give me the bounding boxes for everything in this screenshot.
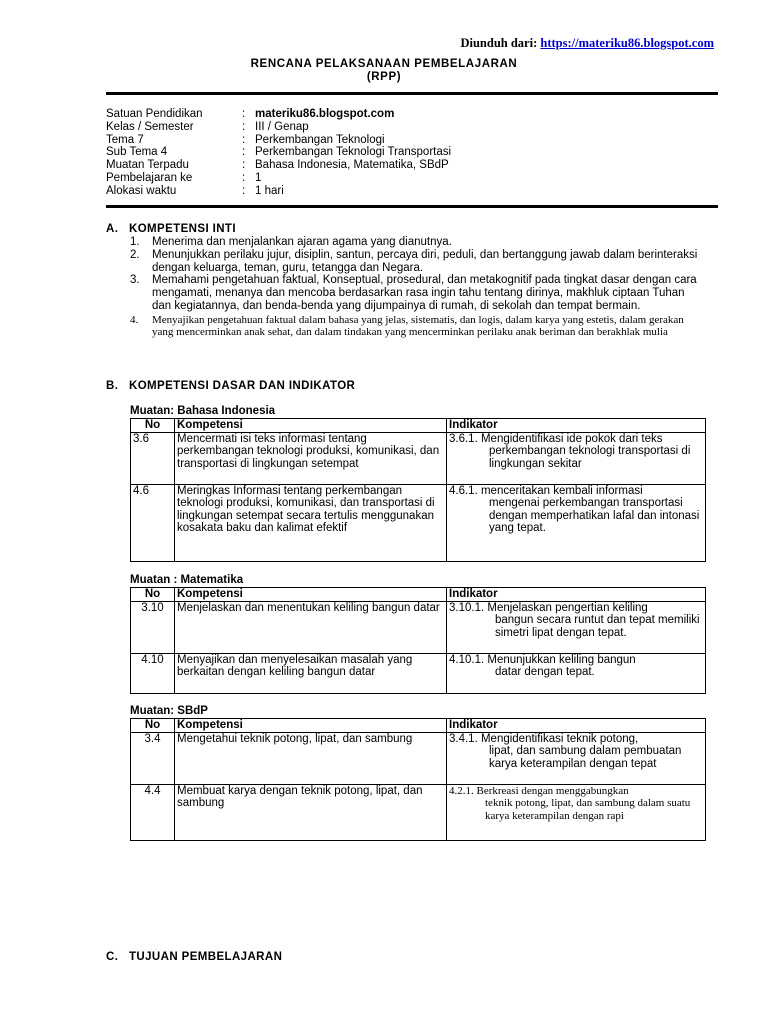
cell-indikator [447, 732, 706, 784]
item-text: Menerima dan menjalankan ajaran agama yang dianutnya. [152, 236, 452, 248]
identity-value: Perkembangan Teknologi [255, 133, 385, 146]
muatan-bahasa-label: Muatan: Bahasa Indonesia [130, 405, 276, 417]
cell-kompetensi: Mengetahui teknik potong, lipat, dan sambung [175, 732, 447, 784]
indikator-head: 4.2.1. Berkreasi dengan menggabungkan [449, 784, 629, 797]
colon: : [242, 120, 246, 133]
table-row [131, 484, 706, 561]
header-indikator: Indikator [447, 719, 706, 733]
indikator-tail: bangun secara runtut dan tepat memiliki simetri lipat dengan tepat. [495, 614, 703, 639]
muatan-sbdp-label: Muatan: SBdP [130, 705, 208, 717]
header-indikator: Indikator [447, 419, 706, 433]
identity-key: Satuan Pendidikan [106, 108, 203, 120]
identity-table [106, 108, 451, 198]
cell-no: 3.6 [131, 432, 175, 484]
indikator-tail: perkembangan teknologi transportasi di lingkungan sekitar [489, 445, 694, 470]
item-number: 4. [130, 313, 139, 326]
indikator-head: 4.10.1. Menunjukkan keliling bangun [449, 653, 636, 666]
section-title: TUJUAN PEMBELAJARAN [129, 951, 283, 963]
identity-row [106, 108, 451, 121]
identity-row [106, 185, 451, 198]
list-item [106, 274, 706, 312]
table-row [131, 653, 706, 693]
indikator-tail: lipat, dan sambung dalam pembuatan karya keterampilan dengan tepat [489, 745, 685, 770]
indikator-head: 4.6.1. menceritakan kembali informasi [449, 484, 643, 497]
list-item [106, 236, 706, 249]
cell-indikator [447, 432, 706, 484]
top-rule [106, 92, 718, 95]
item-number: 2. [130, 248, 140, 261]
identity-value: materiku86.blogspot.com [255, 108, 395, 120]
source-link[interactable]: https://materiku86.blogspot.com [540, 36, 714, 50]
sbdp-table [130, 718, 706, 841]
identity-rule [106, 205, 718, 208]
identity-value: Bahasa Indonesia, Matematika, SBdP [255, 159, 449, 172]
bahasa-table [130, 418, 706, 562]
source-label: Diunduh dari: [460, 36, 538, 50]
cell-indikator [447, 484, 706, 561]
cell-kompetensi: Menjelaskan dan menentukan keliling bangun datar [175, 601, 447, 653]
table-row [131, 432, 706, 484]
table-row [131, 732, 706, 784]
cell-indikator [447, 784, 706, 840]
indikator-head: 3.10.1. Menjelaskan pengertian keliling [449, 601, 648, 614]
cell-kompetensi: Meringkas Informasi tentang perkembangan teknologi produksi, komunikasi, dan transportasi di lingkungan setempat secara tertulis menggunakan kosakata baku dan kalimat efektif [175, 484, 447, 561]
identity-row [106, 121, 451, 134]
colon: : [242, 184, 246, 197]
table-row [131, 784, 706, 840]
cell-no: 4.6 [131, 484, 175, 561]
item-text: Menyajikan pengetahuan faktual dalam bahasa yang jelas, sistematis, dan logis, dalam karya yang estetis, dalam gerakan yang mencerminkan anak sehat, dan dalam tindakan yang mencerminkan perilaku anak beriman dan berakhlak mulia [152, 313, 684, 339]
indikator-tail: mengenai perkembangan transportasi dengan memperhatikan lafal dan intonasi yang tepat. [489, 497, 703, 534]
item-number: 1. [130, 236, 140, 248]
section-a-heading [106, 223, 236, 235]
section-title: KOMPETENSI DASAR DAN INDIKATOR [129, 380, 356, 392]
identity-value: III / Genap [255, 120, 309, 133]
source-line [460, 36, 714, 51]
indikator-head: 3.4.1. Mengidentifikasi teknik potong, [449, 732, 639, 745]
identity-key: Kelas / Semester [106, 120, 194, 133]
cell-kompetensi: Membuat karya dengan teknik potong, lipat, dan sambung [175, 784, 447, 840]
identity-key: Sub Tema 4 [106, 146, 168, 159]
header-no: No [131, 719, 175, 733]
identity-key: Alokasi waktu [106, 184, 177, 197]
identity-value: Perkembangan Teknologi Transportasi [255, 146, 452, 159]
section-title: KOMPETENSI INTI [129, 223, 236, 235]
item-text: Memahami pengetahuan faktual, Konseptual, prosedural, dan metakognitif pada tingkat dasar dengan cara mengamati, menanya dan mencoba berdasarkan rasa ingin tahu tentang dirinya, makhluk ciptaan Tuhan dan kegiatannya, dan benda-benda yang dijumpainya di rumah, di sekolah dan tempat bermain. [152, 274, 697, 312]
table-header-row [131, 588, 706, 602]
table-header-row [131, 719, 706, 733]
indikator-tail: teknik potong, lipat, dan sambung dalam suatu karya keterampilan dengan rapi [485, 797, 694, 822]
section-letter: B. [106, 380, 119, 392]
identity-key: Tema 7 [106, 133, 144, 146]
matematika-table [130, 587, 706, 694]
identity-key: Pembelajaran ke [106, 171, 193, 184]
item-number: 3. [130, 274, 140, 287]
colon: : [242, 171, 246, 184]
identity-row [106, 146, 451, 159]
cell-no: 3.4 [131, 732, 175, 784]
colon: : [242, 159, 246, 172]
identity-key: Muatan Terpadu [106, 159, 189, 172]
section-letter: C. [106, 951, 119, 963]
section-b-heading [106, 380, 355, 392]
identity-row [106, 159, 451, 172]
cell-no: 4.10 [131, 653, 175, 693]
header-kompetensi: Kompetensi [175, 588, 447, 602]
cell-no: 4.4 [131, 784, 175, 840]
indikator-tail: datar dengan tepat. [495, 666, 595, 678]
section-letter: A. [106, 223, 119, 235]
list-item [106, 249, 706, 275]
item-text: Menunjukkan perilaku jujur, disiplin, santun, percaya diri, peduli, dan bertanggung jawab dalam berinteraksi dengan keluarga, teman, guru, tetangga dan Negara. [152, 248, 698, 274]
cell-kompetensi: Mencermati isi teks informasi tentang perkembangan teknologi produksi, komunikasi, dan transportasi di lingkungan setempat [175, 432, 447, 484]
muatan-matematika-label: Muatan : Matematika [130, 574, 244, 586]
section-c-heading [106, 951, 282, 963]
doc-subtitle: (RPP) [366, 71, 402, 83]
table-row [131, 601, 706, 653]
cell-kompetensi: Menyajikan dan menyelesaikan masalah yang berkaitan dengan keliling bangun datar [175, 653, 447, 693]
header-kompetensi: Kompetensi [175, 719, 447, 733]
identity-row [106, 172, 451, 185]
cell-indikator [447, 601, 706, 653]
header-indikator: Indikator [447, 588, 706, 602]
identity-value: 1 hari [255, 184, 284, 197]
header-kompetensi: Kompetensi [175, 419, 447, 433]
header-no: No [131, 419, 175, 433]
identity-row [106, 134, 451, 147]
list-item [106, 314, 706, 339]
cell-no: 3.10 [131, 601, 175, 653]
colon: : [242, 133, 246, 146]
indikator-head: 3.6.1. Mengidentifikasi ide pokok dari teks [449, 432, 663, 445]
colon: : [242, 146, 246, 159]
colon: : [242, 108, 246, 120]
table-header-row [131, 419, 706, 433]
header-no: No [131, 588, 175, 602]
identity-value: 1 [255, 171, 262, 184]
doc-title: RENCANA PELAKSANAAN PEMBELAJARAN [250, 58, 518, 70]
cell-indikator [447, 653, 706, 693]
kompetensi-inti-list [106, 236, 706, 339]
